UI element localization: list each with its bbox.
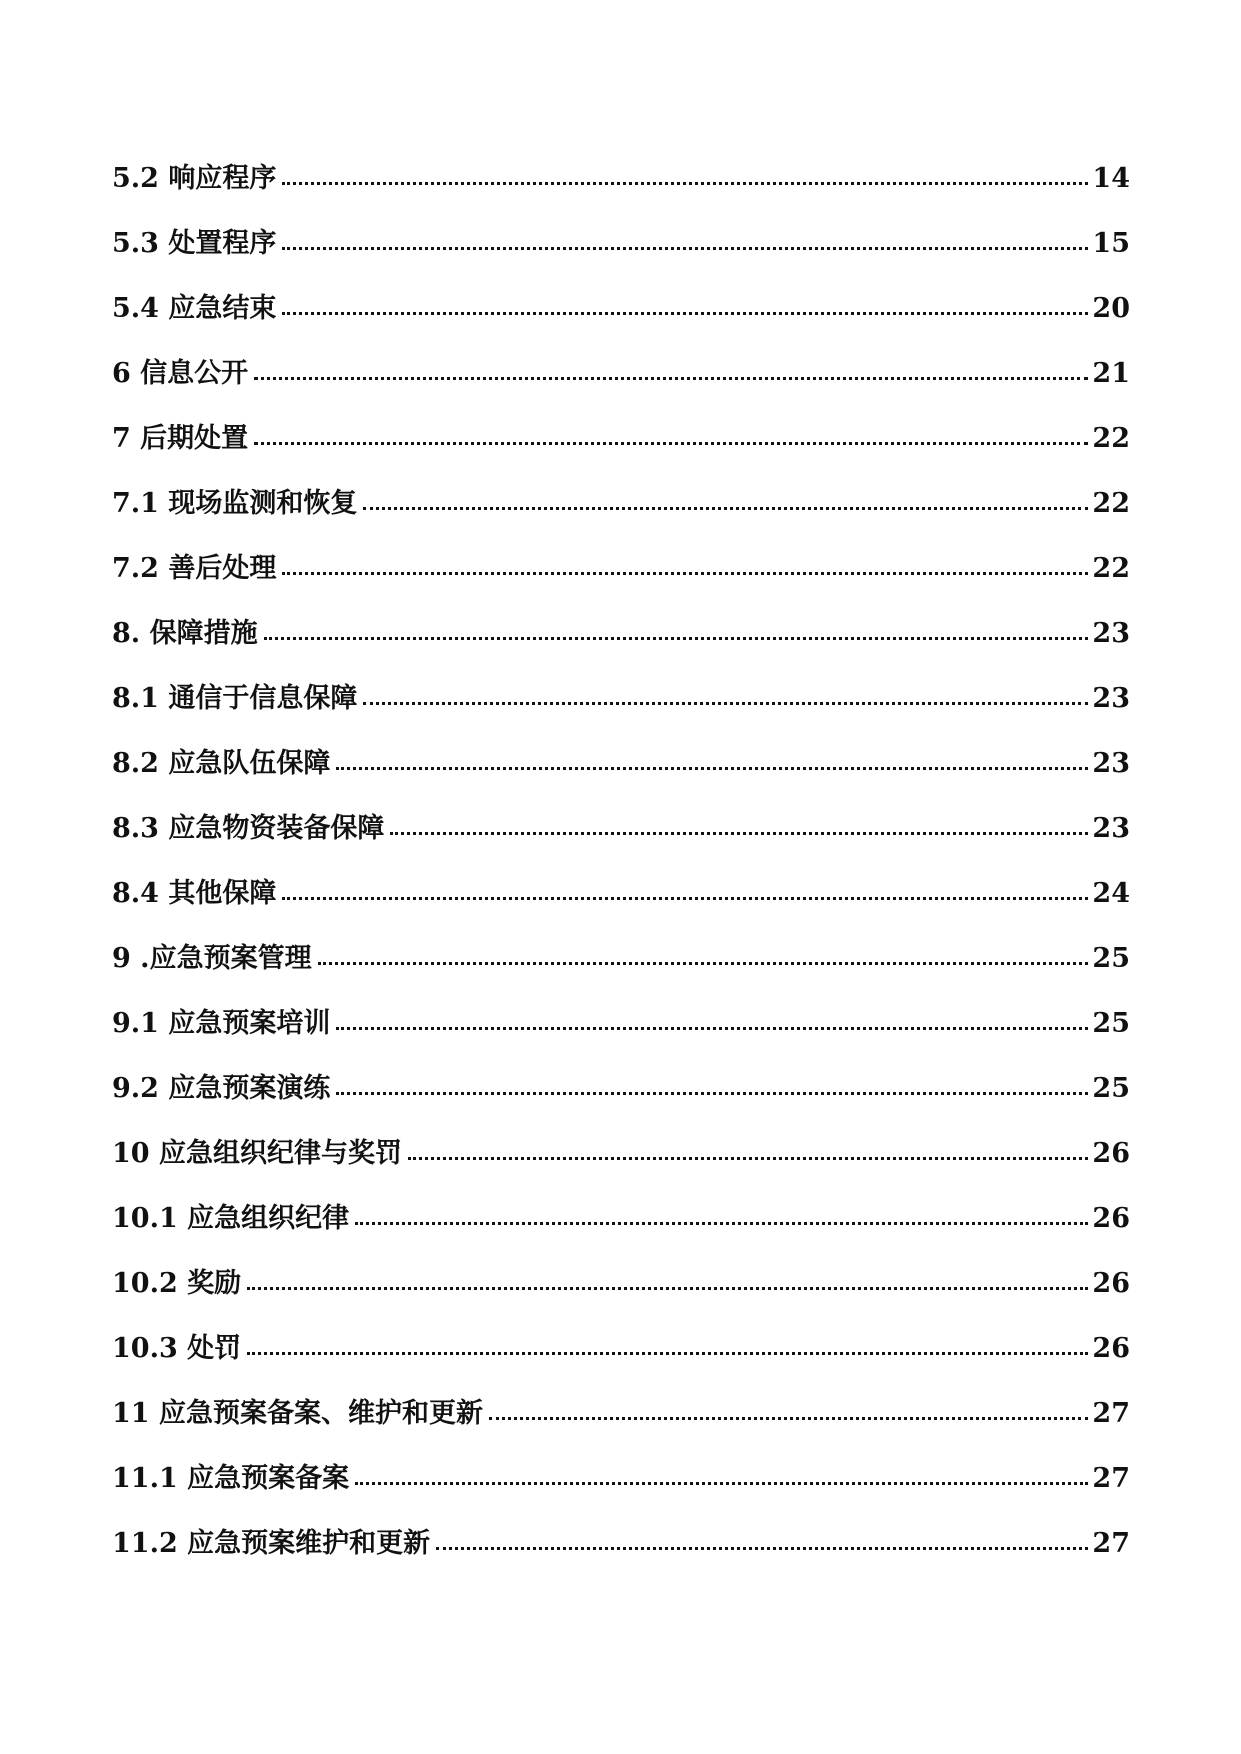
toc-entry-title: 8.2 应急队伍保障 [112,748,331,779]
toc-dot-leader [318,962,1089,965]
toc-entry[interactable] [112,286,1130,351]
toc-entry-page: 23 [1092,683,1130,714]
toc-entry[interactable] [112,221,1130,286]
toc-entry[interactable] [112,416,1130,481]
toc-entry-page: 21 [1092,358,1130,389]
toc-entry-title: 9.2 应急预案演练 [112,1073,331,1104]
toc-entry-title: 8. 保障措施 [112,618,258,649]
toc-entry-page: 26 [1092,1333,1130,1364]
toc-entry[interactable] [112,1391,1130,1456]
toc-entry-title: 10.2 奖励 [112,1268,242,1299]
toc-dot-leader [247,1352,1088,1355]
toc-entry-page: 25 [1092,943,1130,974]
toc-dot-leader [254,377,1088,380]
toc-entry-title: 5.4 应急结束 [112,293,277,324]
toc-entry[interactable] [112,1326,1130,1391]
toc-entry-page: 27 [1092,1528,1130,1559]
toc-entry-page: 24 [1092,878,1130,909]
toc-entry-title: 8.1 通信于信息保障 [112,683,358,714]
toc-dot-leader [363,702,1088,705]
toc-entry-page: 23 [1092,748,1130,779]
toc-entry-page: 26 [1092,1203,1130,1234]
toc-dot-leader [336,1092,1088,1095]
toc-dot-leader [336,1027,1088,1030]
toc-entry[interactable] [112,871,1130,936]
toc-entry[interactable] [112,156,1130,221]
table-of-contents [112,156,1130,1586]
toc-entry[interactable] [112,806,1130,871]
toc-entry-title: 11.2 应急预案维护和更新 [112,1528,431,1559]
toc-entry-page: 22 [1092,423,1130,454]
toc-entry-page: 26 [1092,1268,1130,1299]
toc-entry-page: 22 [1092,553,1130,584]
toc-entry-page: 23 [1092,813,1130,844]
toc-entry-title: 10 应急组织纪律与奖罚 [112,1138,402,1169]
toc-dot-leader [336,767,1088,770]
toc-dot-leader [355,1222,1088,1225]
toc-dot-leader [489,1417,1088,1420]
toc-entry-title: 11.1 应急预案备案 [112,1463,350,1494]
toc-entry[interactable] [112,1001,1130,1066]
toc-entry[interactable] [112,546,1130,611]
toc-entry-title: 5.3 处置程序 [112,228,277,259]
toc-dot-leader [390,832,1088,835]
toc-entry-title: 11 应急预案备案、维护和更新 [112,1398,483,1429]
toc-entry-title: 10.1 应急组织纪律 [112,1203,350,1234]
toc-entry[interactable] [112,1261,1130,1326]
toc-entry-title: 7.1 现场监测和恢复 [112,488,358,519]
toc-entry[interactable] [112,1521,1130,1586]
toc-entry[interactable] [112,741,1130,806]
toc-dot-leader [282,312,1088,315]
toc-entry[interactable] [112,676,1130,741]
toc-entry-title: 6 信息公开 [112,358,249,389]
toc-entry[interactable] [112,936,1130,1001]
toc-entry[interactable] [112,351,1130,416]
toc-dot-leader [282,247,1088,250]
toc-entry-page: 23 [1092,618,1130,649]
toc-dot-leader [264,637,1089,640]
toc-entry-page: 26 [1092,1138,1130,1169]
toc-dot-leader [254,442,1088,445]
toc-entry-page: 25 [1092,1008,1130,1039]
toc-entry-title: 8.4 其他保障 [112,878,277,909]
toc-entry[interactable] [112,1196,1130,1261]
toc-entry[interactable] [112,1131,1130,1196]
toc-entry-title: 9.1 应急预案培训 [112,1008,331,1039]
toc-entry[interactable] [112,611,1130,676]
toc-entry-page: 20 [1092,293,1130,324]
toc-entry-page: 27 [1092,1463,1130,1494]
toc-dot-leader [436,1547,1088,1550]
toc-dot-leader [247,1287,1088,1290]
toc-dot-leader [408,1157,1088,1160]
toc-dot-leader [363,507,1088,510]
toc-dot-leader [282,572,1088,575]
toc-dot-leader [282,182,1088,185]
toc-entry[interactable] [112,1066,1130,1131]
toc-entry-title: 10.3 处罚 [112,1333,242,1364]
toc-entry-page: 25 [1092,1073,1130,1104]
toc-entry-title: 8.3 应急物资装备保障 [112,813,385,844]
toc-entry-title: 5.2 响应程序 [112,163,277,194]
toc-entry-title: 7.2 善后处理 [112,553,277,584]
toc-entry[interactable] [112,1456,1130,1521]
toc-dot-leader [355,1482,1088,1485]
toc-entry-title: 9 .应急预案管理 [112,943,312,974]
toc-dot-leader [282,897,1088,900]
toc-entry-page: 15 [1092,228,1130,259]
toc-entry[interactable] [112,481,1130,546]
toc-entry-page: 14 [1092,163,1130,194]
toc-entry-title: 7 后期处置 [112,423,249,454]
toc-entry-page: 22 [1092,488,1130,519]
toc-entry-page: 27 [1092,1398,1130,1429]
